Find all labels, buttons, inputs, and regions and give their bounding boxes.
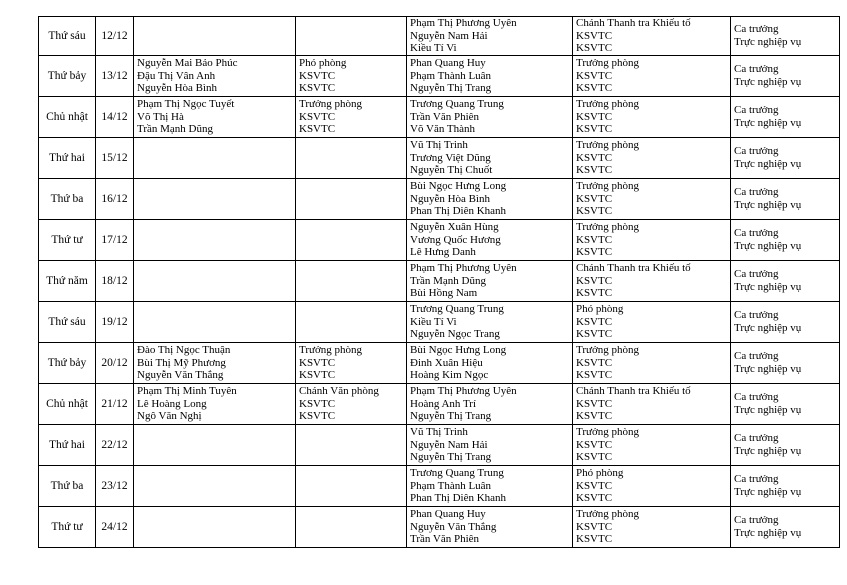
cell-line: Trưởng phòng — [576, 426, 640, 439]
cell-line: Bùi Thị Mỹ Phương — [137, 356, 226, 369]
date-cell: 14/12 — [96, 97, 134, 138]
leaders-cell — [134, 384, 296, 425]
cell-line: KSVTC — [576, 315, 613, 328]
leaders-cell — [134, 56, 296, 97]
cell-line: KSVTC — [576, 287, 613, 300]
leaders-cell — [134, 302, 296, 343]
day-cell: Thứ ba — [39, 179, 96, 220]
cell-line: Ca trưởng — [734, 145, 779, 158]
leader-roles-cell — [296, 466, 407, 507]
cell-line: KSVTC — [576, 451, 613, 464]
cell-line: Trực nghiệp vụ — [734, 527, 802, 540]
cell-line: Nguyễn Nam Hải — [410, 29, 488, 42]
cell-line: Hoàng Kim Ngọc — [410, 369, 489, 382]
cell-line: KSVTC — [299, 397, 336, 410]
staff-roles-cell — [573, 138, 731, 179]
cell-line: KSVTC — [299, 410, 336, 423]
cell-line: Lê Hưng Danh — [410, 246, 476, 259]
cell-line: KSVTC — [576, 369, 613, 382]
leader-roles-cell — [296, 220, 407, 261]
staff-cell — [407, 466, 573, 507]
cell-line: Trực nghiệp vụ — [734, 445, 802, 458]
cell-line: Ca trưởng — [734, 63, 779, 76]
cell-line: Chánh Thanh tra Khiếu tố — [576, 385, 691, 398]
date-cell: 23/12 — [96, 466, 134, 507]
staff-cell — [407, 179, 573, 220]
cell-line: Trương Quang Trung — [410, 98, 504, 111]
cell-line: Đậu Thị Vân Anh — [137, 69, 216, 82]
cell-line: Ca trưởng — [734, 23, 779, 36]
cell-line: Ca trưởng — [734, 514, 779, 527]
cell-line: Kiều Tí Vi — [410, 315, 457, 328]
cell-line: KSVTC — [576, 110, 613, 123]
day-cell: Chủ nhật — [39, 97, 96, 138]
date-cell: 13/12 — [96, 56, 134, 97]
table-row — [39, 425, 840, 466]
leader-roles-cell — [296, 302, 407, 343]
cell-line: KSVTC — [576, 328, 613, 341]
staff-cell — [407, 302, 573, 343]
cell-line: Trưởng phòng — [576, 98, 640, 111]
cell-line: KSVTC — [576, 233, 613, 246]
day-cell: Thứ tư — [39, 507, 96, 548]
cell-line: Phạm Thành Luân — [410, 69, 492, 82]
cell-line: Trực nghiệp vụ — [734, 363, 802, 376]
cell-line: Chánh Văn phòng — [299, 385, 379, 398]
cell-line: Phó phòng — [299, 57, 347, 70]
cell-line: Vũ Thị Trinh — [410, 139, 468, 152]
staff-roles-cell — [573, 17, 731, 56]
cell-line: Phan Thị Diên Khanh — [410, 205, 507, 218]
cell-line: Phạm Thành Luân — [410, 479, 492, 492]
day-cell: Thứ hai — [39, 138, 96, 179]
cell-line: Nguyễn Văn Thắng — [410, 520, 497, 533]
cell-line: Nguyễn Ngọc Trang — [410, 328, 500, 341]
cell-line: Đinh Xuân Hiệu — [410, 356, 483, 369]
cell-line: KSVTC — [299, 123, 336, 136]
cell-line: Chánh Thanh tra Khiếu tố — [576, 262, 691, 275]
table-row — [39, 97, 840, 138]
leader-roles-cell — [296, 343, 407, 384]
cell-line: Nguyễn Hòa Bình — [410, 192, 491, 205]
date-cell: 20/12 — [96, 343, 134, 384]
cell-line: Phan Quang Huy — [410, 57, 486, 70]
date-cell: 12/12 — [96, 17, 134, 56]
cell-line: Võ Văn Thành — [410, 123, 475, 136]
leader-roles-cell — [296, 179, 407, 220]
cell-line: KSVTC — [299, 82, 336, 95]
cell-line: Đào Thị Ngọc Thuận — [137, 344, 231, 357]
duty-schedule-sheet — [38, 16, 839, 548]
cell-line: Nguyễn Thị Trang — [410, 451, 492, 464]
cell-line: Phan Quang Huy — [410, 508, 486, 521]
cell-line: KSVTC — [576, 42, 613, 55]
cell-line: Trương Quang Trung — [410, 467, 504, 480]
cell-line: Nguyễn Thị Trang — [410, 410, 492, 423]
cell-line: Trực nghiệp vụ — [734, 240, 802, 253]
staff-cell — [407, 425, 573, 466]
leaders-cell — [134, 425, 296, 466]
cell-line: KSVTC — [299, 69, 336, 82]
cell-line: Trực nghiệp vụ — [734, 36, 802, 49]
cell-line: KSVTC — [576, 82, 613, 95]
shift-cell — [731, 56, 840, 97]
table-row — [39, 17, 840, 56]
table-row — [39, 138, 840, 179]
cell-line: Trưởng phòng — [576, 57, 640, 70]
cell-line: Phan Thị Diên Khanh — [410, 492, 507, 505]
cell-line: Ca trưởng — [734, 227, 779, 240]
cell-line: KSVTC — [576, 123, 613, 136]
staff-cell — [407, 97, 573, 138]
cell-line: KSVTC — [299, 369, 336, 382]
staff-roles-cell — [573, 384, 731, 425]
leader-roles-cell — [296, 261, 407, 302]
staff-cell — [407, 384, 573, 425]
staff-roles-cell — [573, 302, 731, 343]
cell-line: Bùi Ngọc Hưng Long — [410, 344, 507, 357]
date-cell: 24/12 — [96, 507, 134, 548]
day-cell: Thứ tư — [39, 220, 96, 261]
cell-line: Phạm Thị Minh Tuyên — [137, 385, 237, 398]
shift-cell — [731, 425, 840, 466]
staff-cell — [407, 17, 573, 56]
cell-line: Ca trưởng — [734, 186, 779, 199]
shift-cell — [731, 179, 840, 220]
leaders-cell — [134, 97, 296, 138]
table-row — [39, 466, 840, 507]
cell-line: KSVTC — [576, 192, 613, 205]
cell-line: Phạm Thị Phương Uyên — [410, 17, 517, 29]
cell-line: Chánh Thanh tra Khiếu tố — [576, 17, 691, 29]
cell-line: Trực nghiệp vụ — [734, 199, 802, 212]
cell-line: Bùi Ngọc Hưng Long — [410, 180, 507, 193]
staff-cell — [407, 56, 573, 97]
table-row — [39, 179, 840, 220]
cell-line: Võ Thị Hà — [137, 110, 184, 123]
leaders-cell — [134, 507, 296, 548]
leaders-cell — [134, 17, 296, 56]
leader-roles-cell — [296, 138, 407, 179]
cell-line: Ca trưởng — [734, 432, 779, 445]
cell-line: Ca trưởng — [734, 309, 779, 322]
leader-roles-cell — [296, 384, 407, 425]
staff-roles-cell — [573, 56, 731, 97]
staff-roles-cell — [573, 179, 731, 220]
cell-line: KSVTC — [576, 246, 613, 259]
cell-line: Trực nghiệp vụ — [734, 117, 802, 130]
cell-line: KSVTC — [299, 356, 336, 369]
staff-roles-cell — [573, 261, 731, 302]
cell-line: Nguyễn Xuân Hùng — [410, 221, 499, 234]
cell-line: KSVTC — [299, 110, 336, 123]
date-cell: 21/12 — [96, 384, 134, 425]
shift-cell — [731, 507, 840, 548]
table-row — [39, 384, 840, 425]
cell-line: Trưởng phòng — [576, 139, 640, 152]
leader-roles-cell — [296, 425, 407, 466]
day-cell: Thứ ba — [39, 466, 96, 507]
cell-line: Trực nghiệp vụ — [734, 322, 802, 335]
cell-line: Trần Mạnh Dũng — [410, 274, 486, 287]
cell-line: Nguyễn Thị Trang — [410, 82, 492, 95]
cell-line: Phạm Thị Phương Uyên — [410, 385, 517, 398]
staff-cell — [407, 343, 573, 384]
cell-line: KSVTC — [576, 438, 613, 451]
cell-line: Trưởng phòng — [576, 221, 640, 234]
leaders-cell — [134, 343, 296, 384]
leaders-cell — [134, 220, 296, 261]
cell-line: Trần Mạnh Dũng — [137, 123, 213, 136]
duty-schedule-table — [38, 16, 840, 548]
day-cell: Thứ sáu — [39, 302, 96, 343]
cell-line: KSVTC — [576, 69, 613, 82]
leader-roles-cell — [296, 507, 407, 548]
cell-line: Ca trưởng — [734, 350, 779, 363]
cell-line: KSVTC — [576, 533, 613, 546]
day-cell: Chủ nhật — [39, 384, 96, 425]
cell-line: Phạm Thị Ngọc Tuyết — [137, 98, 235, 111]
staff-cell — [407, 507, 573, 548]
day-cell: Thứ sáu — [39, 17, 96, 56]
cell-line: KSVTC — [576, 29, 613, 42]
shift-cell — [731, 261, 840, 302]
date-cell: 17/12 — [96, 220, 134, 261]
shift-cell — [731, 220, 840, 261]
cell-line: Trưởng phòng — [299, 344, 363, 357]
cell-line: Trần Văn Phiên — [410, 110, 480, 123]
table-row — [39, 56, 840, 97]
cell-line: Vũ Thị Trinh — [410, 426, 468, 439]
leader-roles-cell — [296, 97, 407, 138]
cell-line: Trực nghiệp vụ — [734, 281, 802, 294]
leader-roles-cell — [296, 17, 407, 56]
staff-roles-cell — [573, 507, 731, 548]
cell-line: Nguyễn Nam Hải — [410, 438, 488, 451]
table-row — [39, 343, 840, 384]
staff-roles-cell — [573, 97, 731, 138]
cell-line: Lê Hoàng Long — [137, 397, 207, 410]
schedule-body — [39, 17, 840, 548]
leaders-cell — [134, 179, 296, 220]
cell-line: Trưởng phòng — [299, 98, 363, 111]
cell-line: Phó phòng — [576, 467, 624, 480]
cell-line: KSVTC — [576, 356, 613, 369]
cell-line: Ca trưởng — [734, 104, 779, 117]
staff-roles-cell — [573, 425, 731, 466]
shift-cell — [731, 343, 840, 384]
cell-line: KSVTC — [576, 151, 613, 164]
cell-line: Ca trưởng — [734, 391, 779, 404]
cell-line: KSVTC — [576, 492, 613, 505]
cell-line: Phó phòng — [576, 303, 624, 316]
staff-cell — [407, 261, 573, 302]
leader-roles-cell — [296, 56, 407, 97]
cell-line: Trực nghiệp vụ — [734, 76, 802, 89]
staff-roles-cell — [573, 466, 731, 507]
day-cell: Thứ bảy — [39, 343, 96, 384]
cell-line: Vương Quốc Hương — [410, 233, 501, 246]
table-row — [39, 302, 840, 343]
cell-line: Trưởng phòng — [576, 508, 640, 521]
cell-line: Trưởng phòng — [576, 344, 640, 357]
day-cell: Thứ năm — [39, 261, 96, 302]
date-cell: 15/12 — [96, 138, 134, 179]
leaders-cell — [134, 466, 296, 507]
cell-line: Kiều Tí Vi — [410, 42, 457, 55]
cell-line: KSVTC — [576, 410, 613, 423]
cell-line: Trần Văn Phiên — [410, 533, 480, 546]
table-row — [39, 261, 840, 302]
cell-line: Bùi Hồng Nam — [410, 287, 478, 300]
shift-cell — [731, 138, 840, 179]
cell-line: Nguyễn Mai Bảo Phúc — [137, 57, 238, 70]
cell-line: Hoàng Anh Trí — [410, 397, 477, 410]
shift-cell — [731, 384, 840, 425]
leaders-cell — [134, 261, 296, 302]
cell-line: Trực nghiệp vụ — [734, 158, 802, 171]
cell-line: Phạm Thị Phương Uyên — [410, 262, 517, 275]
cell-line: Trương Quang Trung — [410, 303, 504, 316]
day-cell: Thứ hai — [39, 425, 96, 466]
staff-cell — [407, 220, 573, 261]
shift-cell — [731, 97, 840, 138]
cell-line: Trực nghiệp vụ — [734, 404, 802, 417]
cell-line: KSVTC — [576, 274, 613, 287]
cell-line: Trưởng phòng — [576, 180, 640, 193]
leaders-cell — [134, 138, 296, 179]
cell-line: Nguyễn Thị Chuốt — [410, 164, 493, 177]
cell-line: Trực nghiệp vụ — [734, 486, 802, 499]
cell-line: Ca trưởng — [734, 473, 779, 486]
table-row — [39, 220, 840, 261]
date-cell: 18/12 — [96, 261, 134, 302]
cell-line: KSVTC — [576, 479, 613, 492]
staff-roles-cell — [573, 343, 731, 384]
date-cell: 19/12 — [96, 302, 134, 343]
day-cell: Thứ bảy — [39, 56, 96, 97]
shift-cell — [731, 466, 840, 507]
staff-roles-cell — [573, 220, 731, 261]
date-cell: 22/12 — [96, 425, 134, 466]
cell-line: KSVTC — [576, 164, 613, 177]
cell-line: KSVTC — [576, 397, 613, 410]
staff-cell — [407, 138, 573, 179]
cell-line: Nguyễn Hòa Bình — [137, 82, 218, 95]
cell-line: Nguyễn Văn Thắng — [137, 369, 224, 382]
cell-line: Ngô Văn Nghị — [137, 410, 202, 423]
cell-line: Trương Việt Dũng — [410, 151, 491, 164]
cell-line: Ca trưởng — [734, 268, 779, 281]
cell-line: KSVTC — [576, 520, 613, 533]
shift-cell — [731, 17, 840, 56]
cell-line: KSVTC — [576, 205, 613, 218]
table-row — [39, 507, 840, 548]
date-cell: 16/12 — [96, 179, 134, 220]
shift-cell — [731, 302, 840, 343]
